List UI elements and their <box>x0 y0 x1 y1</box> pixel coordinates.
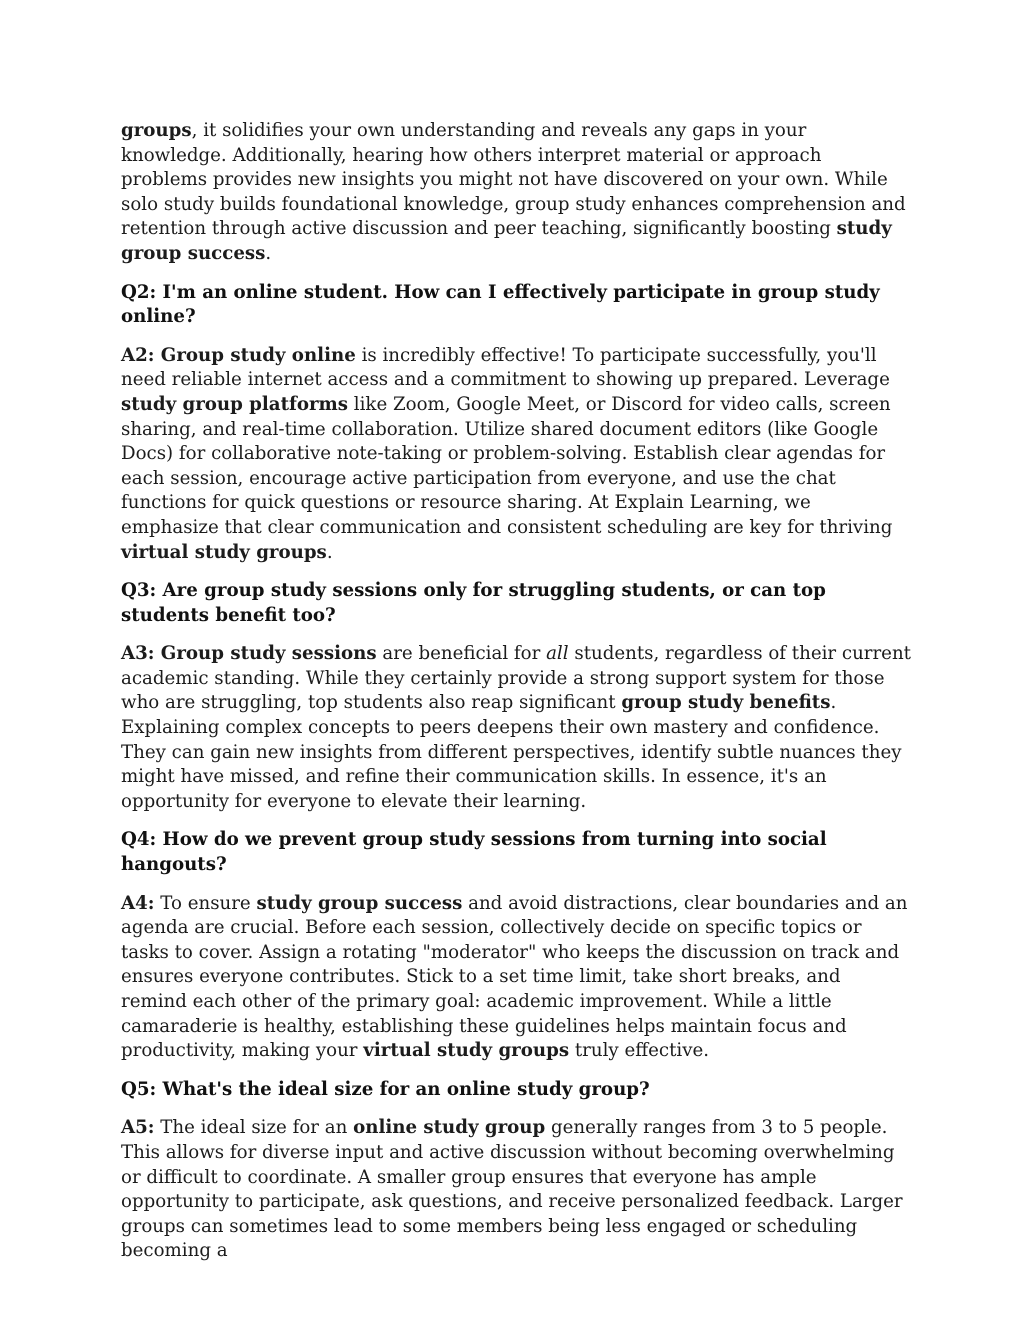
body-text: like Zoom, Google Meet, or Discord for video calls, screen sharing, and real-time collaboration. Utilize shared document editors (like Google Docs) for collaborative note-taking or problem-solving. Establish clear agendas for each session, encourage active participation from everyone, and use the chat functions for quick questions or resource sharing. At Explain Learning, we emphasize that clear communication and consistent scheduling are key for thriving <box>121 393 893 538</box>
body-text: truly effective. <box>569 1040 710 1062</box>
body-text: and avoid distractions, clear boundaries and an agenda are crucial. Before each session, collectively decide on specific topics or tasks to cover. Assign a rotating "moderator" who keeps the discussion on track and ensures everyone contributes. Stick to a set time limit, take short breaks, and remind each other of the primary goal: academic improvement. While a little camaraderie is healthy, establishing these guidelines helps maintain focus and productivity, making your <box>121 892 908 1062</box>
question-5-heading: Q5: What's the ideal size for an online study group? <box>121 1078 650 1100</box>
answer-label: A3: Group study sessions <box>121 643 377 665</box>
question-2-heading: Q2: I'm an online student. How can I effectively participate in group study online? <box>121 281 880 328</box>
question-3-heading: Q3: Are group study sessions only for struggling students, or can top students benefit too? <box>121 580 826 626</box>
answer-4-paragraph <box>121 892 911 1064</box>
bold-term: study group platforms <box>121 393 349 415</box>
body-text: , it solidifies your own understanding and reveals any gaps in your knowledge. Additionally, hearing how others interpret material or approach problems provides new insights you might not have discovered on your own. While solo study builds foundational knowledge, group study enhances comprehension and retention through active discussion and peer teaching, significantly boosting <box>121 120 906 240</box>
bold-term: virtual study groups <box>121 541 327 563</box>
body-text: . Explaining complex concepts to peers deepens their own mastery and confidence. They can gain new insights from different perspectives, identify subtle nuances they might have missed, and refine their communication skills. In essence, it's an opportunity for everyone to elevate their learning. <box>121 692 902 812</box>
bold-term: study group success <box>121 218 892 264</box>
answer-label: A4: <box>121 892 155 914</box>
bold-term: study group success <box>256 892 463 914</box>
bold-term: online study group <box>353 1117 546 1139</box>
intro-paragraph <box>121 119 911 267</box>
body-text: is incredibly effective! To participate successfully, you'll need reliable internet access and a commitment to showing up prepared. Leverage <box>121 344 890 391</box>
body-text: The ideal size for an <box>154 1117 354 1139</box>
answer-label: A2: Group study online <box>121 344 356 366</box>
body-text: . <box>326 541 333 563</box>
answer-label: A5: <box>121 1117 155 1139</box>
question-4-heading: Q4: How do we prevent group study sessions from turning into social hangouts? <box>121 829 827 876</box>
body-text: generally ranges from 3 to 5 people. This allows for diverse input and active discussion without becoming overwhelming or difficult to coordinate. A smaller group ensures that everyone has ample opportunity to participate, ask questions, and receive personalized feedback. Larger groups can sometimes lead to some members being less engaged or scheduling becoming a <box>121 1117 903 1262</box>
italic-term: all <box>546 643 569 665</box>
answer-3-paragraph <box>121 642 911 814</box>
answer-5-paragraph <box>121 1116 911 1264</box>
body-text: students, regardless of their current academic standing. While they certainly provide a strong support system for those who are struggling, top students also reap significant <box>121 643 911 714</box>
document-page <box>121 119 911 1278</box>
body-text: To ensure <box>154 892 257 914</box>
bold-term: groups <box>121 120 192 141</box>
answer-2-paragraph <box>121 344 911 565</box>
bold-term: virtual study groups <box>363 1040 570 1062</box>
bold-term: group study benefits <box>621 692 831 714</box>
body-text: . <box>265 242 272 264</box>
body-text: are beneficial for <box>376 643 547 665</box>
